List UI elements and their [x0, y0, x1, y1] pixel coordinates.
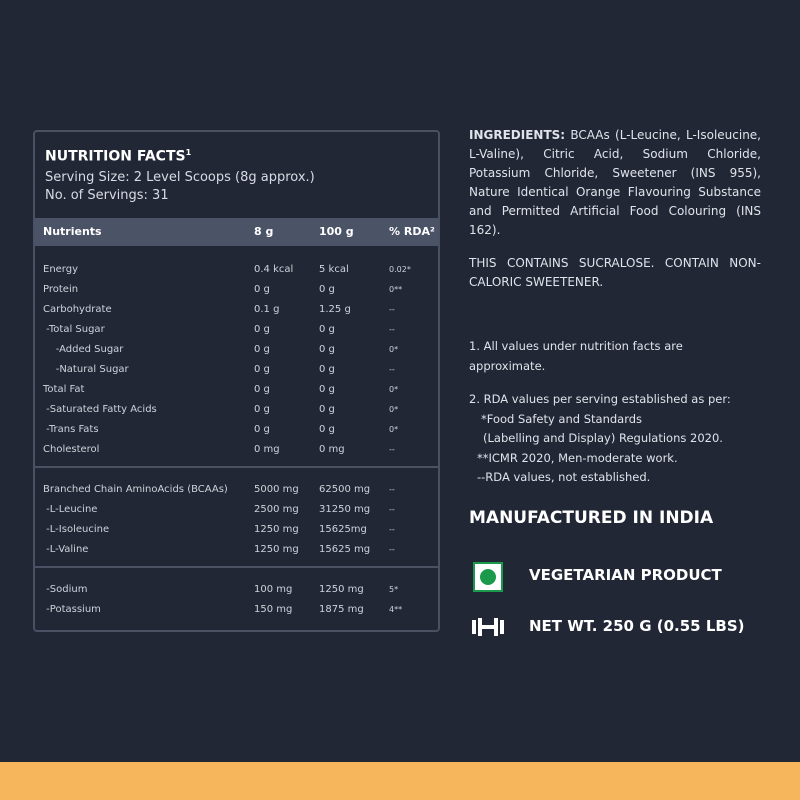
- table-row: [35, 320, 438, 340]
- table-row: [35, 400, 438, 420]
- accent-bar: [0, 762, 800, 800]
- per-serving-value: 1250 mg: [254, 524, 299, 535]
- nutrient-name: -L-Isoleucine: [43, 524, 110, 535]
- serving-size: Serving Size: 2 Level Scoops (8g approx.): [45, 170, 315, 185]
- note: *Food Safety and Standards: [481, 411, 643, 426]
- per-100g-value: 0 g: [319, 404, 335, 415]
- rda-value: 0*: [389, 425, 399, 434]
- per-100g-value: 1250 mg: [319, 584, 364, 595]
- nutrient-name: -Potassium: [43, 604, 101, 615]
- table-row: [35, 520, 438, 540]
- nutrient-name: Protein: [43, 284, 79, 295]
- per-100g-value: 0 g: [319, 384, 335, 395]
- nutrient-name: Branched Chain AminoAcids (BCAAs): [43, 484, 228, 495]
- rda-value: --: [389, 525, 395, 534]
- per-100g-value: 62500 mg: [319, 484, 371, 495]
- table-row: [35, 340, 438, 360]
- rda-value: --: [389, 485, 395, 494]
- table-row: [35, 360, 438, 380]
- rda-value: --: [389, 505, 395, 514]
- nutrition-title: NUTRITION FACTS$^1$: [45, 148, 192, 165]
- per-100g-value: 0 g: [319, 344, 335, 355]
- note: **ICMR 2020, Men-moderate work.: [477, 450, 678, 465]
- per-serving-value: 0.1 g: [254, 304, 280, 315]
- table-header: [35, 218, 438, 246]
- per-100g-value: 15625mg: [319, 524, 367, 535]
- rda-value: 0.02*: [389, 265, 411, 274]
- nutrient-name: Carbohydrate: [43, 304, 112, 315]
- table-row: [35, 300, 438, 320]
- sucralose-warning: THIS CONTAINS SUCRALOSE. CONTAIN NON-CALORIC SWEETENER.: [469, 256, 761, 289]
- nutrient-name: -L-Valine: [43, 544, 89, 555]
- table-row: [35, 440, 438, 460]
- per-serving-value: 0.4 kcal: [254, 264, 294, 275]
- per-100g-value: 0 g: [319, 284, 335, 295]
- header-8g: 8 g: [254, 225, 274, 238]
- note: (Labelling and Display) Regulations 2020.: [483, 431, 723, 445]
- table-row: [35, 480, 438, 500]
- per-serving-value: 0 g: [254, 364, 270, 375]
- net-weight: NET WT. 250 G (0.55 LBS): [529, 617, 745, 635]
- note: --RDA values, not established.: [477, 470, 651, 484]
- nutrient-name: -Saturated Fatty Acids: [43, 404, 157, 415]
- table-row: [35, 380, 438, 400]
- nutrient-name: -Total Sugar: [43, 324, 105, 335]
- ingredients: INGREDIENTS: BCAAs (L-Leucine, L-Isoleucine, L-Valine), Citric Acid, Sodium Chloride, Potassium Chloride, Sweetener (INS 955), Nature Identical Orange Flavouring Substance and Permitted Artificial Food Colouring (INS 162).: [469, 128, 761, 237]
- vegetarian-icon: [473, 562, 503, 592]
- nutrient-name: Energy: [43, 264, 79, 275]
- rda-value: 0**: [389, 285, 403, 294]
- table-row: [35, 260, 438, 280]
- per-serving-value: 0 g: [254, 404, 270, 415]
- vegetarian-label: VEGETARIAN PRODUCT: [529, 566, 722, 584]
- per-serving-value: 5000 mg: [254, 484, 299, 495]
- divider: [35, 566, 438, 568]
- table-row: [35, 420, 438, 440]
- per-100g-value: 1.25 g: [319, 304, 351, 315]
- per-100g-value: 0 g: [319, 324, 335, 335]
- note: 1. All values under nutrition facts are approximate.: [469, 339, 683, 373]
- nutrient-name: -Sodium: [43, 584, 88, 595]
- per-serving-value: 100 mg: [254, 584, 293, 595]
- table-row: [35, 280, 438, 300]
- per-serving-value: 0 g: [254, 344, 270, 355]
- rda-value: 0*: [389, 345, 399, 354]
- table-row: [35, 500, 438, 520]
- nutrient-name: Total Fat: [43, 384, 85, 395]
- table-row: [35, 600, 438, 620]
- rda-value: 4**: [389, 605, 403, 614]
- rda-value: 0*: [389, 385, 399, 394]
- table-row: [35, 540, 438, 560]
- rda-value: 5*: [389, 585, 399, 594]
- manufactured-in: MANUFACTURED IN INDIA: [469, 508, 714, 528]
- divider: [35, 466, 438, 468]
- header-rda: % RDA²: [389, 225, 435, 238]
- note: 2. RDA values per serving established as per:: [469, 392, 731, 406]
- per-100g-value: 15625 mg: [319, 544, 371, 555]
- rda-value: 0*: [389, 405, 399, 414]
- per-100g-value: 1875 mg: [319, 604, 364, 615]
- per-100g-value: 0 g: [319, 364, 335, 375]
- per-serving-value: 0 g: [254, 424, 270, 435]
- rda-value: --: [389, 545, 395, 554]
- per-100g-value: 5 kcal: [319, 264, 349, 275]
- per-serving-value: 0 mg: [254, 444, 280, 455]
- per-serving-value: 1250 mg: [254, 544, 299, 555]
- rda-value: --: [389, 445, 395, 454]
- per-100g-value: 0 g: [319, 424, 335, 435]
- header-nutrients: Nutrients: [43, 225, 102, 238]
- per-serving-value: 0 g: [254, 384, 270, 395]
- nutrition-facts-panel: [33, 130, 440, 632]
- nutrient-name: Cholesterol: [43, 444, 100, 455]
- nutrient-name: -L-Leucine: [43, 504, 98, 515]
- per-100g-value: 31250 mg: [319, 504, 371, 515]
- per-serving-value: 0 g: [254, 324, 270, 335]
- header-100g: 100 g: [319, 225, 354, 238]
- rda-value: --: [389, 325, 395, 334]
- dumbbell-icon: [471, 617, 505, 637]
- per-100g-value: 0 mg: [319, 444, 345, 455]
- footnotes: [469, 337, 761, 488]
- nutrient-name: -Added Sugar: [43, 344, 124, 355]
- nutrient-name: -Natural Sugar: [43, 364, 129, 375]
- servings-count: No. of Servings: 31: [45, 188, 169, 203]
- per-serving-value: 2500 mg: [254, 504, 299, 515]
- rda-value: --: [389, 305, 395, 314]
- per-serving-value: 150 mg: [254, 604, 293, 615]
- nutrient-name: -Trans Fats: [43, 424, 99, 435]
- table-row: [35, 580, 438, 600]
- per-serving-value: 0 g: [254, 284, 270, 295]
- rda-value: --: [389, 365, 395, 374]
